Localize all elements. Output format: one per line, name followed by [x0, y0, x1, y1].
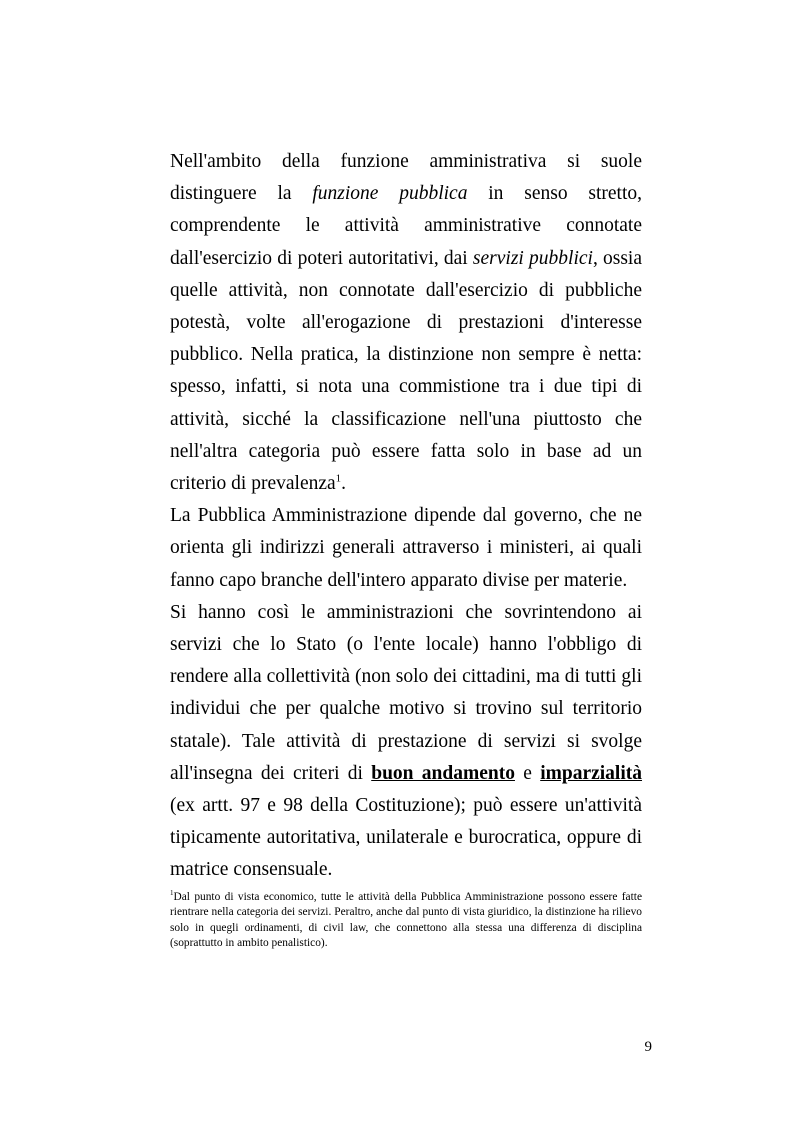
paragraph-3-text-b: e [514, 762, 541, 784]
bold-term-buon-andamento: buon andamento [371, 762, 515, 784]
footnote-number: 1 [170, 889, 174, 898]
paragraph-1-text-b: in senso stretto, comprendente le attività amministrative connotate dall'esercizio di poteri autoritativi, dai [170, 183, 642, 269]
footnote [170, 890, 642, 952]
footnote-reference[interactable]: 1 [335, 472, 342, 485]
italic-term-servizi-pubblici: servizi pubblici [472, 247, 593, 269]
paragraph-1-text-c: , ossia quelle attività, non connotate dall'esercizio di pubbliche potestà, volte all'erogazione di prestazioni d'interesse pubblico. Nella pratica, la distinzione non sempre è netta: spesso, infatti, si nota una commistione tra i due tipi di attività, sicché la classificazione nell'una piuttosto che nell'altra categoria può essere fatta solo in base ad un criterio di prevalenza [170, 247, 643, 495]
paragraph-3-text-c: (ex artt. 97 e 98 della Costituzione); può essere un'attività tipicamente autoritativa, unilaterale e burocratica, oppure di matrice consensuale. [170, 795, 642, 881]
paragraph-3-text-a: Si hanno così le amministrazioni che sovrintendono ai servizi che lo Stato (o l'ente locale) hanno l'obbligo di rendere alla collettività (non solo dei cittadini, ma di tutti gli individui che per qualche motivo si trovino sul territorio statale). Tale attività di prestazione di servizi si svolge all'insegna dei criteri di [170, 601, 642, 784]
bold-term-imparzialita: imparzialità [540, 762, 643, 784]
italic-term-funzione-pubblica: funzione pubblica [312, 183, 468, 205]
paragraph-3 [170, 597, 642, 887]
main-text [170, 146, 642, 887]
paragraph-2: La Pubblica Amministrazione dipende dal governo, che ne orienta gli indirizzi generali attraverso i ministeri, ai quali fanno capo branche dell'intero apparato divise per materie. [170, 505, 642, 591]
footnote-text: Dal punto di vista economico, tutte le attività della Pubblica Amministrazione possono essere fatte rientrare nella categoria dei servizi. Peraltro, anche dal punto di vista giuridico, la distinzione ha rilievo solo in quegli ordinamenti, di civil law, che connettono alla stessa una differenza di disciplina (soprattutto in ambito penalistico). [170, 891, 642, 950]
paragraph-1-text-d: . [341, 473, 347, 495]
paragraph-1 [170, 146, 642, 500]
page-number: 9 [644, 1039, 652, 1055]
paragraph-1-text-a: Nell'ambito della funzione amministrativa si suole distinguere la [170, 151, 642, 205]
